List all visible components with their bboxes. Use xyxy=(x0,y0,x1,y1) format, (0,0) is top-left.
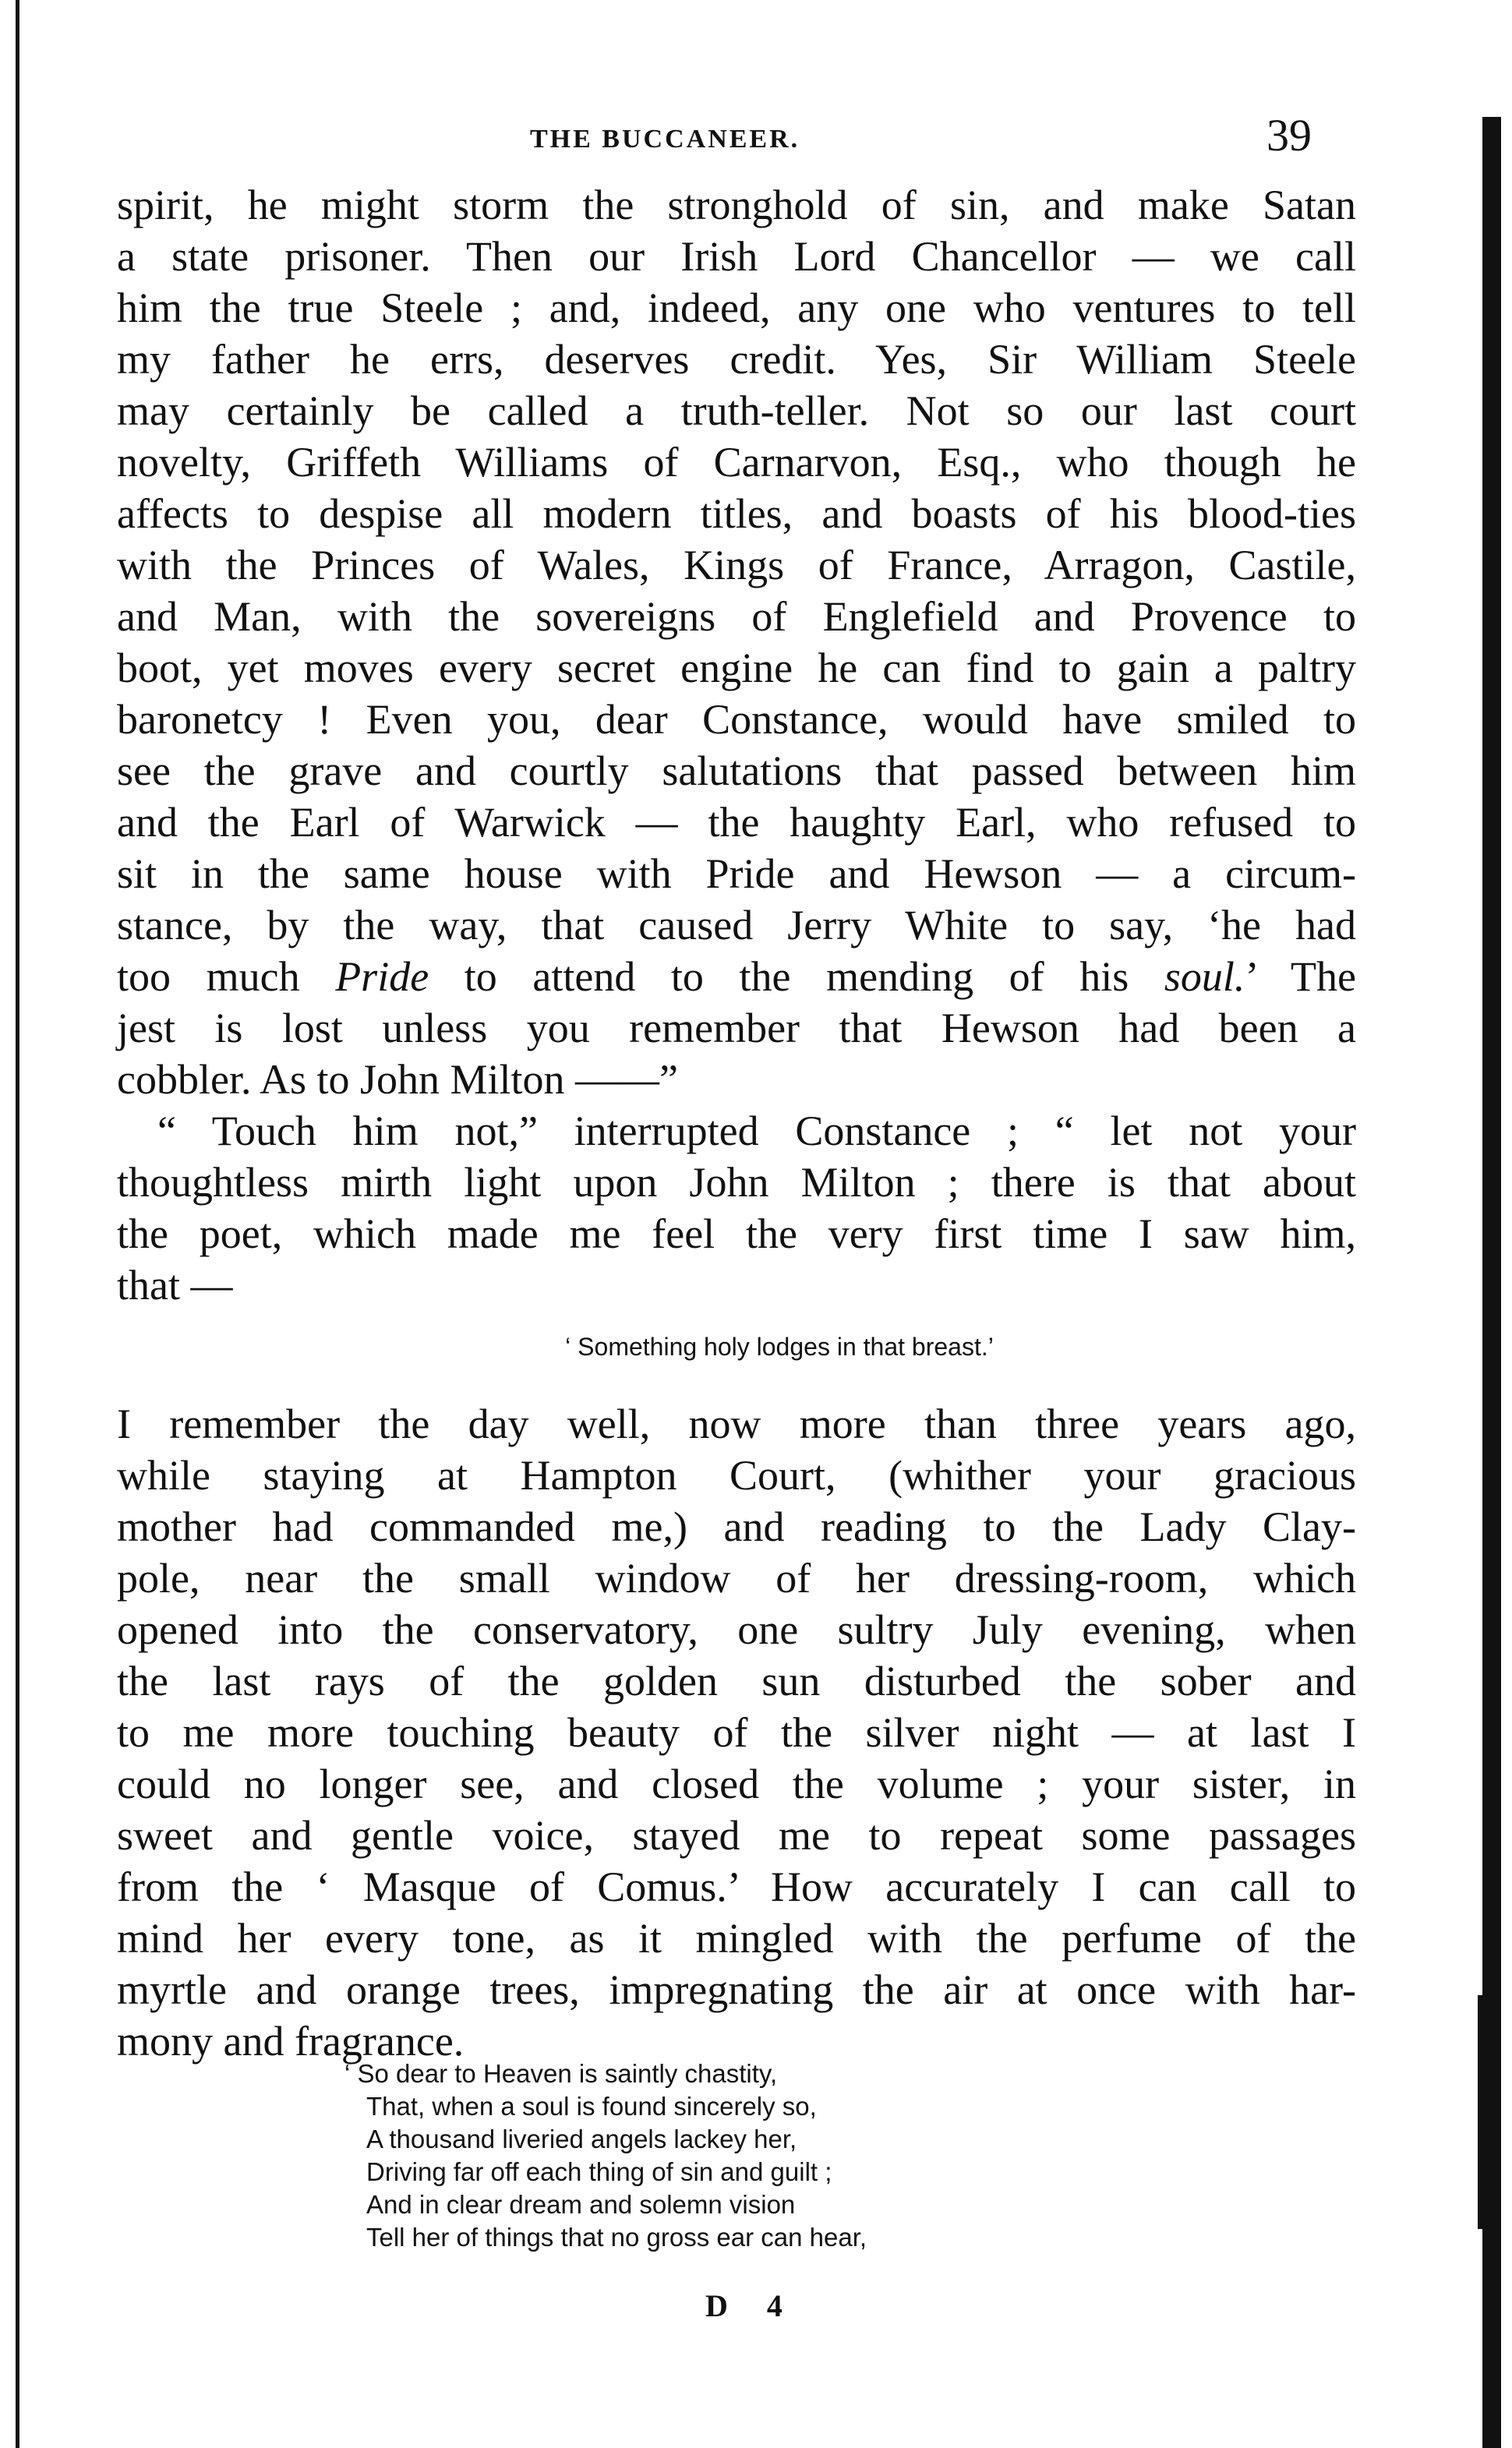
text-line: mother had commanded me,) and reading to the Lady Clay- xyxy=(117,1503,1356,1550)
page-left-edge xyxy=(16,0,19,2448)
text-line: baronetcy ! Even you, dear Constance, would have smiled to xyxy=(117,696,1356,743)
block-quote: ‘ Something holy lodges in that breast.’ xyxy=(565,1333,994,1361)
text-line: “ Touch him not,” interrupted Constance ; “ let not your xyxy=(157,1107,1356,1154)
page-number: 39 xyxy=(1266,110,1312,161)
text-line: opened into the conservatory, one sultry July evening, when xyxy=(117,1606,1356,1653)
italic-text: Pride xyxy=(335,953,429,1000)
text-line: affects to despise all modern titles, and boasts of his blood-ties xyxy=(117,490,1356,537)
text-line: mony and fragrance. xyxy=(117,2018,465,2065)
text-line: a state prisoner. Then our Irish Lord Chancellor — we call xyxy=(117,233,1356,280)
page-right-edge xyxy=(1482,117,1501,2448)
text-line: could no longer see, and closed the volume ; your sister, in xyxy=(117,1761,1356,1807)
text-line: boot, yet moves every secret engine he can find to gain a paltry xyxy=(117,645,1356,691)
text-line: the last rays of the golden sun disturbed the sober and xyxy=(117,1658,1356,1704)
text-segment: too much xyxy=(117,953,336,1000)
poem-line: Driving far off each thing of sin and guilt ; xyxy=(366,2157,832,2186)
page-right-edge-shadow xyxy=(1478,1995,1484,2229)
italic-text: soul. xyxy=(1164,953,1245,1000)
text-line: pole, near the small window of her dressing-room, which xyxy=(117,1555,1356,1602)
text-line: him the true Steele ; and, indeed, any one who ventures to tell xyxy=(117,284,1356,331)
text-line: the poet, which made me feel the very first time I saw him, xyxy=(117,1210,1356,1257)
text-line: I remember the day well, now more than three years ago, xyxy=(117,1401,1356,1447)
poem-line: ‘ So dear to Heaven is saintly chastity, xyxy=(344,2059,778,2088)
poem-line: Tell her of things that no gross ear can hear, xyxy=(366,2223,867,2252)
text-line: my father he errs, deserves credit. Yes, Sir William Steele xyxy=(117,336,1356,383)
poem-line: A thousand liveried angels lackey her, xyxy=(366,2125,797,2153)
text-line: and Man, with the sovereigns of Englefield and Provence to xyxy=(117,593,1356,640)
paragraph-2 xyxy=(117,1105,1356,1311)
text-line: jest is lost unless you remember that Hewson had been a xyxy=(117,1005,1356,1051)
text-line: with the Princes of Wales, Kings of France, Arragon, Castile, xyxy=(117,542,1356,588)
text-line: that — xyxy=(117,1262,233,1309)
signature-mark: D 4 xyxy=(705,2288,798,2323)
text-line: mind her every tone, as it mingled with the perfume of the xyxy=(117,1915,1356,1962)
text-segment: to attend to the mending of his xyxy=(429,953,1164,1000)
text-line: novelty, Griffeth Williams of Carnarvon, Esq., who though he xyxy=(117,439,1356,486)
poem-excerpt xyxy=(344,2058,867,2254)
text-line: myrtle and orange trees, impregnating the air at once with har- xyxy=(117,1966,1356,2013)
text-line xyxy=(117,951,1356,1002)
text-line: sweet and gentle voice, stayed me to repeat some passages xyxy=(117,1812,1356,1859)
text-segment: ’ The xyxy=(1245,953,1356,1000)
text-line: cobbler. As to John Milton ——” xyxy=(117,1056,678,1103)
poem-line: That, when a soul is found sincerely so, xyxy=(366,2092,817,2121)
paragraph-1 xyxy=(117,179,1356,1105)
text-line: see the grave and courtly salutations that passed between him xyxy=(117,747,1356,794)
text-line: spirit, he might storm the stronghold of sin, and make Satan xyxy=(117,182,1356,228)
text-line: while staying at Hampton Court, (whither your gracious xyxy=(117,1452,1356,1499)
text-line: may certainly be called a truth-teller. Not so our last court xyxy=(117,387,1356,434)
poem-line: And in clear dream and solemn vision xyxy=(366,2190,796,2219)
text-line: stance, by the way, that caused Jerry White to say, ‘he had xyxy=(117,902,1356,948)
text-line: and the Earl of Warwick — the haughty Earl, who refused to xyxy=(117,799,1356,846)
paragraph-3 xyxy=(117,1398,1356,2067)
running-title: THE BUCCANEER. xyxy=(530,125,800,154)
text-line: thoughtless mirth light upon John Milton ; there is that about xyxy=(117,1159,1356,1206)
text-line: to me more touching beauty of the silver night — at last I xyxy=(117,1709,1356,1756)
text-line: sit in the same house with Pride and Hewson — a circum- xyxy=(117,850,1356,897)
text-line: from the ‘ Masque of Comus.’ How accurately I can call to xyxy=(117,1863,1356,1910)
